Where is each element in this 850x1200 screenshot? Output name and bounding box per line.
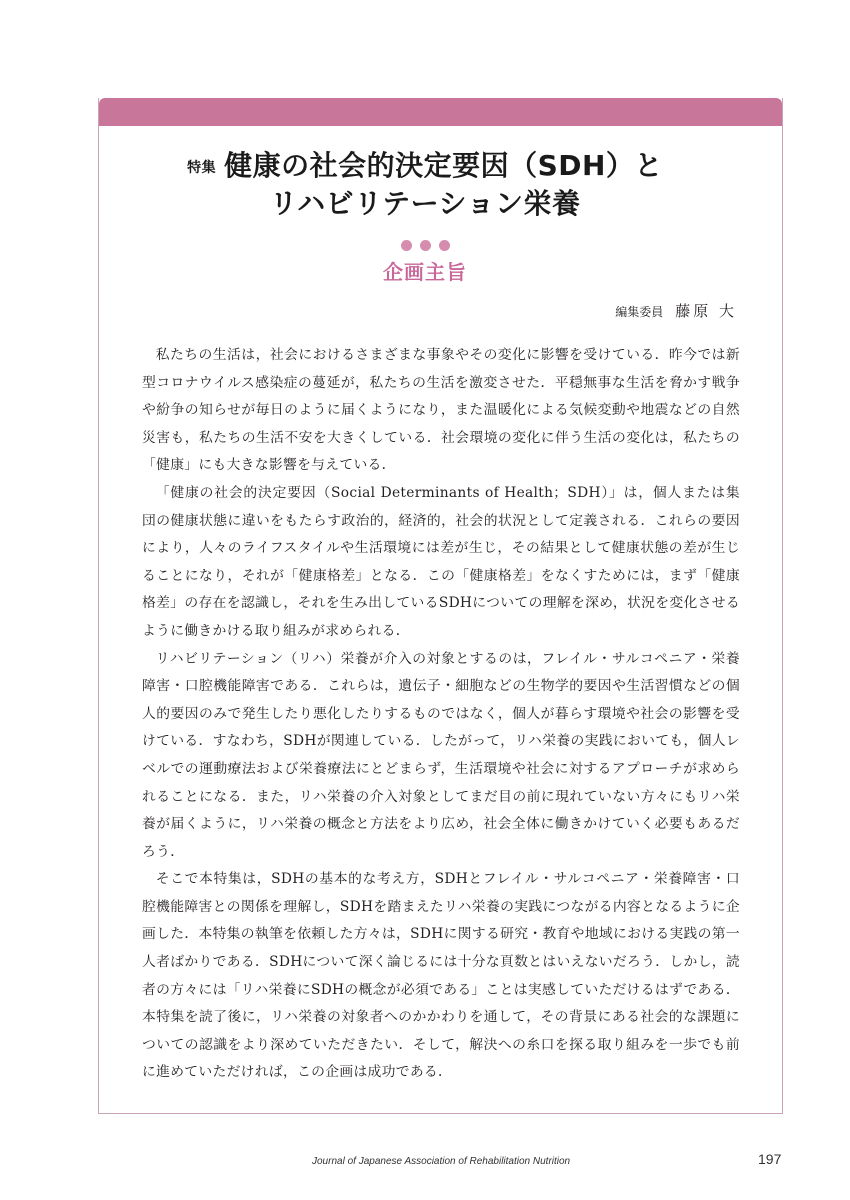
paragraph: リハビリテーション（リハ）栄養が介入の対象とするのは，フレイル・サルコペニア・栄養障害・口腔機能障害である．これらは，遺伝子・細胞などの生物学的要因や生活習慣などの個人的要因のみで発生したり悪化したりするものではなく，個人が暮らす環境や社会の影響を受けている．すなわち，SDHが関連している．したがって，リハ栄養の実践においても，個人レベルでの運動療法および栄養療法にとどまらず，生活環境や社会に対するアプローチが求められることになる．また，リハ栄養の介入対象としてまだ目の前に現れていない方々にもリハ栄養が届くように，リハ栄養の概念と方法をより広め，社会全体に働きかけていく必要もあるだろう．: [142, 650, 740, 860]
author-role: 編集委員: [615, 305, 664, 319]
paragraph: 私たちの生活は，社会におけるさまざまな事象やその変化に影響を受けている．昨今では新型コロナウイルス感染症の蔓延が，私たちの生活を激変させた．平穏無事な生活を脅かす戦争や紛争の知らせが毎日のように届くようになり，また温暖化による気候変動や地震などの自然災害も，私たちの生活不安を大きくしている．社会環境の変化に伴う生活の変化は，私たちの「健康」にも大きな影響を与えている．: [142, 347, 740, 474]
body-text: [142, 342, 740, 1087]
paragraph: そこで本特集は，SDHの基本的な考え方，SDHとフレイル・サルコペニア・栄養障害・口腔機能障害との関係を理解し，SDHを踏まえたリハ栄養の実践につながる内容となるように企画した．本特集の執筆を依頼した方々は，SDHに関する研究・教育や地域における実践の第一人者ばかりである．SDHについて深く論じるには十分な頁数とはいえないだろう．しかし，読者の方々には「リハ栄養にSDHの概念が必須である」ことは実感していただけるはずである．本特集を読了後に，リハ栄養の対象者へのかかわりを通して，その背景にある社会的な課題についての認識をより深めていただきたい．そして，解決への糸口を探る取り組みを一歩でも前に進めていただければ，この企画は成功である．: [142, 871, 740, 1081]
title-line-2: リハビリテーション栄養: [269, 187, 581, 220]
dot-icon: [420, 240, 431, 251]
header-color-bar: [99, 98, 782, 126]
title-line-1: [0, 148, 850, 186]
feature-label: 特集: [187, 160, 217, 176]
author-line: [615, 300, 737, 321]
article-title: [0, 148, 850, 222]
page-number: 197: [758, 1151, 782, 1167]
title-text-1: 健康の社会的決定要因（SDH）と: [224, 149, 663, 182]
decorative-dots: [0, 236, 850, 255]
paragraph: 「健康の社会的決定要因（Social Determinants of Health；SDH）」は，個人または集団の健康状態に違いをもたらす政治的，経済的，社会的状況として定義される．これらの要因により，人々のライフスタイルや生活環境には差が生じ，その結果として健康状態の差が生じることになり，それが「健康格差」となる．この「健康格差」をなくすためには，まず「健康格差」の存在を認識し，それを生み出しているSDHについての理解を深め，状況を変化させるように働きかける取り組みが求められる．: [142, 484, 740, 639]
section-title: 企画主旨: [383, 260, 467, 284]
dot-icon: [401, 240, 412, 251]
author-name: 藤原 大: [675, 302, 737, 320]
dot-icon: [439, 240, 450, 251]
footer-journal-name: Journal of Japanese Association of Rehabilitation Nutrition: [312, 1156, 571, 1167]
